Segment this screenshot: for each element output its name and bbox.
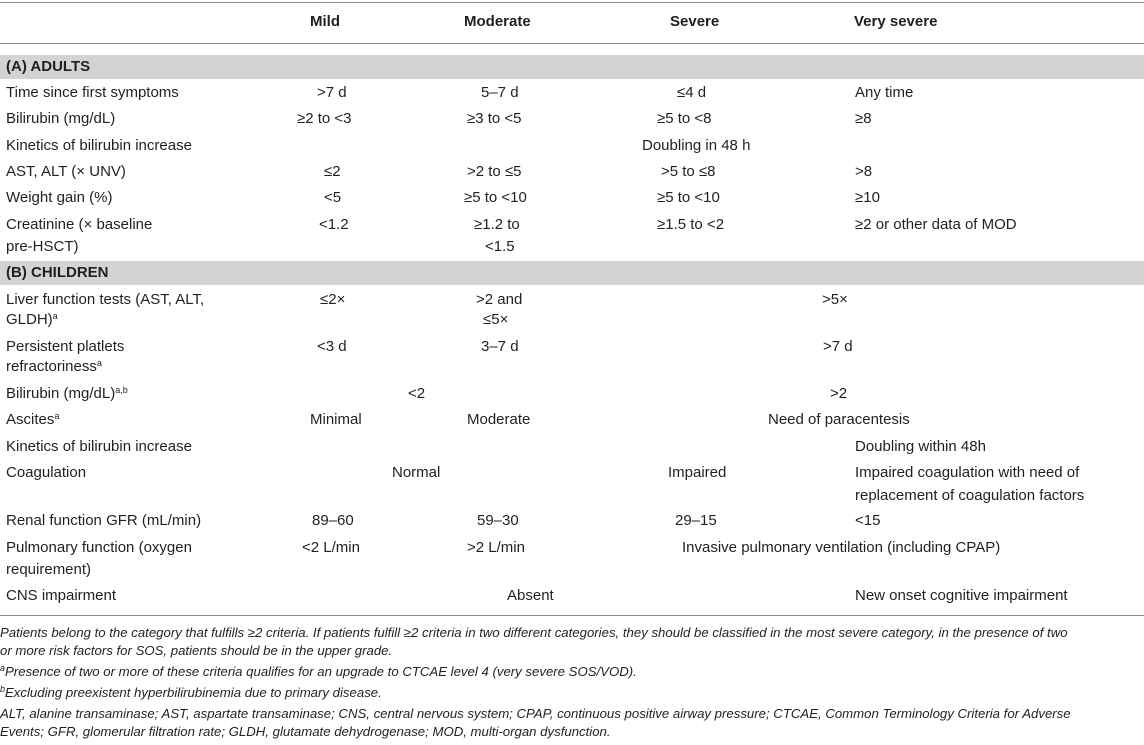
row-label-creatinine-line2: pre-HSCT)	[6, 238, 79, 255]
row-label-renal: Renal function GFR (mL/min)	[6, 512, 202, 529]
cell-bilirubin-very-severe: ≥8	[855, 110, 872, 127]
cell-platelets-severe: >7 d	[823, 338, 853, 355]
cell-kinetics-severe: Doubling in 48 h	[642, 137, 751, 154]
row-label-platelets: Persistent platlets	[6, 338, 125, 355]
cell-creatinine-moderate-line2: <1.5	[485, 238, 515, 255]
row-label-lft: Liver function tests (AST, ALT,	[6, 291, 205, 308]
footnote-mark-a: a	[54, 411, 60, 421]
cell-time-moderate: 5–7 d	[481, 84, 519, 101]
section-title-adults: (A) ADULTS	[6, 58, 91, 75]
cell-child-bilirubin-mild: <2	[408, 385, 426, 402]
section-band-children	[0, 261, 1144, 285]
row-label-ascites-text: Ascites	[6, 411, 55, 428]
cell-bilirubin-severe: ≥5 to <8	[657, 110, 712, 127]
cell-ast-alt-moderate: >2 to ≤5	[467, 163, 522, 180]
cell-child-kinetics-very-severe: Doubling within 48h	[855, 438, 986, 455]
cell-ast-alt-severe: >5 to ≤8	[661, 163, 716, 180]
cell-bilirubin-mild: ≥2 to <3	[297, 110, 352, 127]
cell-cns-moderate: Absent	[507, 587, 554, 604]
cell-time-mild: >7 d	[317, 84, 347, 101]
column-header-mild: Mild	[310, 13, 340, 30]
row-label-child-bilirubin-text: Bilirubin (mg/dL)	[6, 385, 116, 402]
cell-lft-moderate-line2: ≤5×	[483, 311, 509, 328]
column-header-very-severe: Very severe	[854, 13, 938, 30]
cell-lft-moderate: >2 and	[476, 291, 523, 308]
cell-coagulation-very-severe-line2: replacement of coagulation factors	[855, 487, 1085, 504]
row-label-time: Time since first symptoms	[6, 84, 179, 101]
footnote-abbreviations-line2: Events; GFR, glomerular filtration rate; GLDH, glutamate dehydrogenase; MOD, multi-organ dysfunction.	[0, 724, 611, 739]
cell-pulmonary-moderate: >2 L/min	[467, 539, 525, 556]
footnote-mark-ab: a,b	[115, 385, 128, 395]
cell-coagulation-very-severe: Impaired coagulation with need of	[855, 464, 1080, 481]
section-band-adults	[0, 55, 1144, 79]
footnote-criteria: Patients belong to the category that fulfills ≥2 criteria. If patients fulfill ≥2 criteria in two different categories, they should be classified in the most severe category, in the presence of two	[0, 625, 1068, 640]
cell-time-very-severe: Any time	[855, 84, 914, 101]
footnote-criteria-line2: or more risk factors for SOS, patients should be in the upper grade.	[0, 643, 393, 658]
cell-time-severe: ≤4 d	[677, 84, 707, 101]
cell-ast-alt-very-severe: >8	[855, 163, 873, 180]
footnote-a-text: Presence of two or more of these criteria qualifies for an upgrade to CTCAE level 4 (very severe SOS/VOD).	[5, 664, 637, 679]
cell-creatinine-very-severe: ≥2 or other data of MOD	[855, 216, 1017, 233]
cell-ascites-mild: Minimal	[310, 411, 362, 428]
column-header-moderate: Moderate	[464, 13, 531, 30]
footnote-a-mark: a	[0, 663, 6, 673]
cell-pulmonary-mild: <2 L/min	[302, 539, 360, 556]
cell-platelets-moderate: 3–7 d	[481, 338, 519, 355]
cell-weight-moderate: ≥5 to <10	[464, 189, 527, 206]
cell-lft-severe: >5×	[822, 291, 848, 308]
row-label-ast-alt: AST, ALT (× UNV)	[6, 163, 126, 180]
cell-cns-very-severe: New onset cognitive impairment	[855, 587, 1068, 604]
section-title-children: (B) CHILDREN	[6, 264, 109, 281]
row-label-ascites	[6, 409, 59, 431]
cell-coagulation-mild: Normal	[392, 464, 441, 481]
row-label-pulmonary-line2: requirement)	[6, 561, 92, 578]
cell-coagulation-severe: Impaired	[668, 464, 727, 481]
cell-renal-severe: 29–15	[675, 512, 717, 529]
cell-weight-severe: ≥5 to <10	[657, 189, 720, 206]
header-rule	[0, 43, 1144, 44]
cell-renal-moderate: 59–30	[477, 512, 519, 529]
footnote-b	[0, 684, 1140, 702]
table-top-rule	[0, 2, 1144, 3]
footnote-a	[0, 663, 1140, 681]
column-header-severe: Severe	[670, 13, 720, 30]
table-bottom-rule	[0, 615, 1144, 616]
row-label-platelets-text: refractoriness	[6, 358, 97, 375]
footnote-abbreviations: ALT, alanine transaminase; AST, aspartate transaminase; CNS, central nervous system; CPAP, continuous positive airway pressure; CTCAE, Common Terminology Criteria for Adverse	[0, 706, 1071, 721]
cell-bilirubin-moderate: ≥3 to <5	[467, 110, 522, 127]
row-label-lft-text: GLDH)	[6, 311, 53, 328]
cell-ast-alt-mild: ≤2	[324, 163, 341, 180]
row-label-bilirubin: Bilirubin (mg/dL)	[6, 110, 116, 127]
footnote-mark-a: a	[52, 311, 58, 321]
row-label-pulmonary: Pulmonary function (oxygen	[6, 539, 192, 556]
cell-weight-mild: <5	[324, 189, 342, 206]
row-label-weight: Weight gain (%)	[6, 189, 113, 206]
cell-renal-mild: 89–60	[312, 512, 354, 529]
row-label-kinetics: Kinetics of bilirubin increase	[6, 137, 192, 154]
footnote-b-text: Excluding preexistent hyperbilirubinemia due to primary disease.	[5, 685, 382, 700]
cell-ascites-severe: Need of paracentesis	[768, 411, 910, 428]
cell-creatinine-moderate: ≥1.2 to	[474, 216, 520, 233]
footnote-mark-a: a	[96, 358, 102, 368]
cell-platelets-mild: <3 d	[317, 338, 347, 355]
cell-weight-very-severe: ≥10	[855, 189, 880, 206]
row-label-child-bilirubin	[6, 383, 128, 405]
cell-creatinine-severe: ≥1.5 to <2	[657, 216, 725, 233]
row-label-creatinine: Creatinine (× baseline	[6, 216, 153, 233]
row-label-lft-line2	[6, 309, 58, 331]
row-label-child-kinetics: Kinetics of bilirubin increase	[6, 438, 192, 455]
row-label-coagulation: Coagulation	[6, 464, 87, 481]
cell-ascites-moderate: Moderate	[467, 411, 531, 428]
row-label-platelets-line2	[6, 356, 102, 378]
cell-pulmonary-severe: Invasive pulmonary ventilation (including CPAP)	[682, 539, 1001, 556]
cell-lft-mild: ≤2×	[320, 291, 346, 308]
cell-renal-very-severe: <15	[855, 512, 881, 529]
footnote-b-mark: b	[0, 684, 6, 694]
row-label-cns: CNS impairment	[6, 587, 117, 604]
cell-creatinine-mild: <1.2	[319, 216, 349, 233]
cell-child-bilirubin-severe: >2	[830, 385, 848, 402]
